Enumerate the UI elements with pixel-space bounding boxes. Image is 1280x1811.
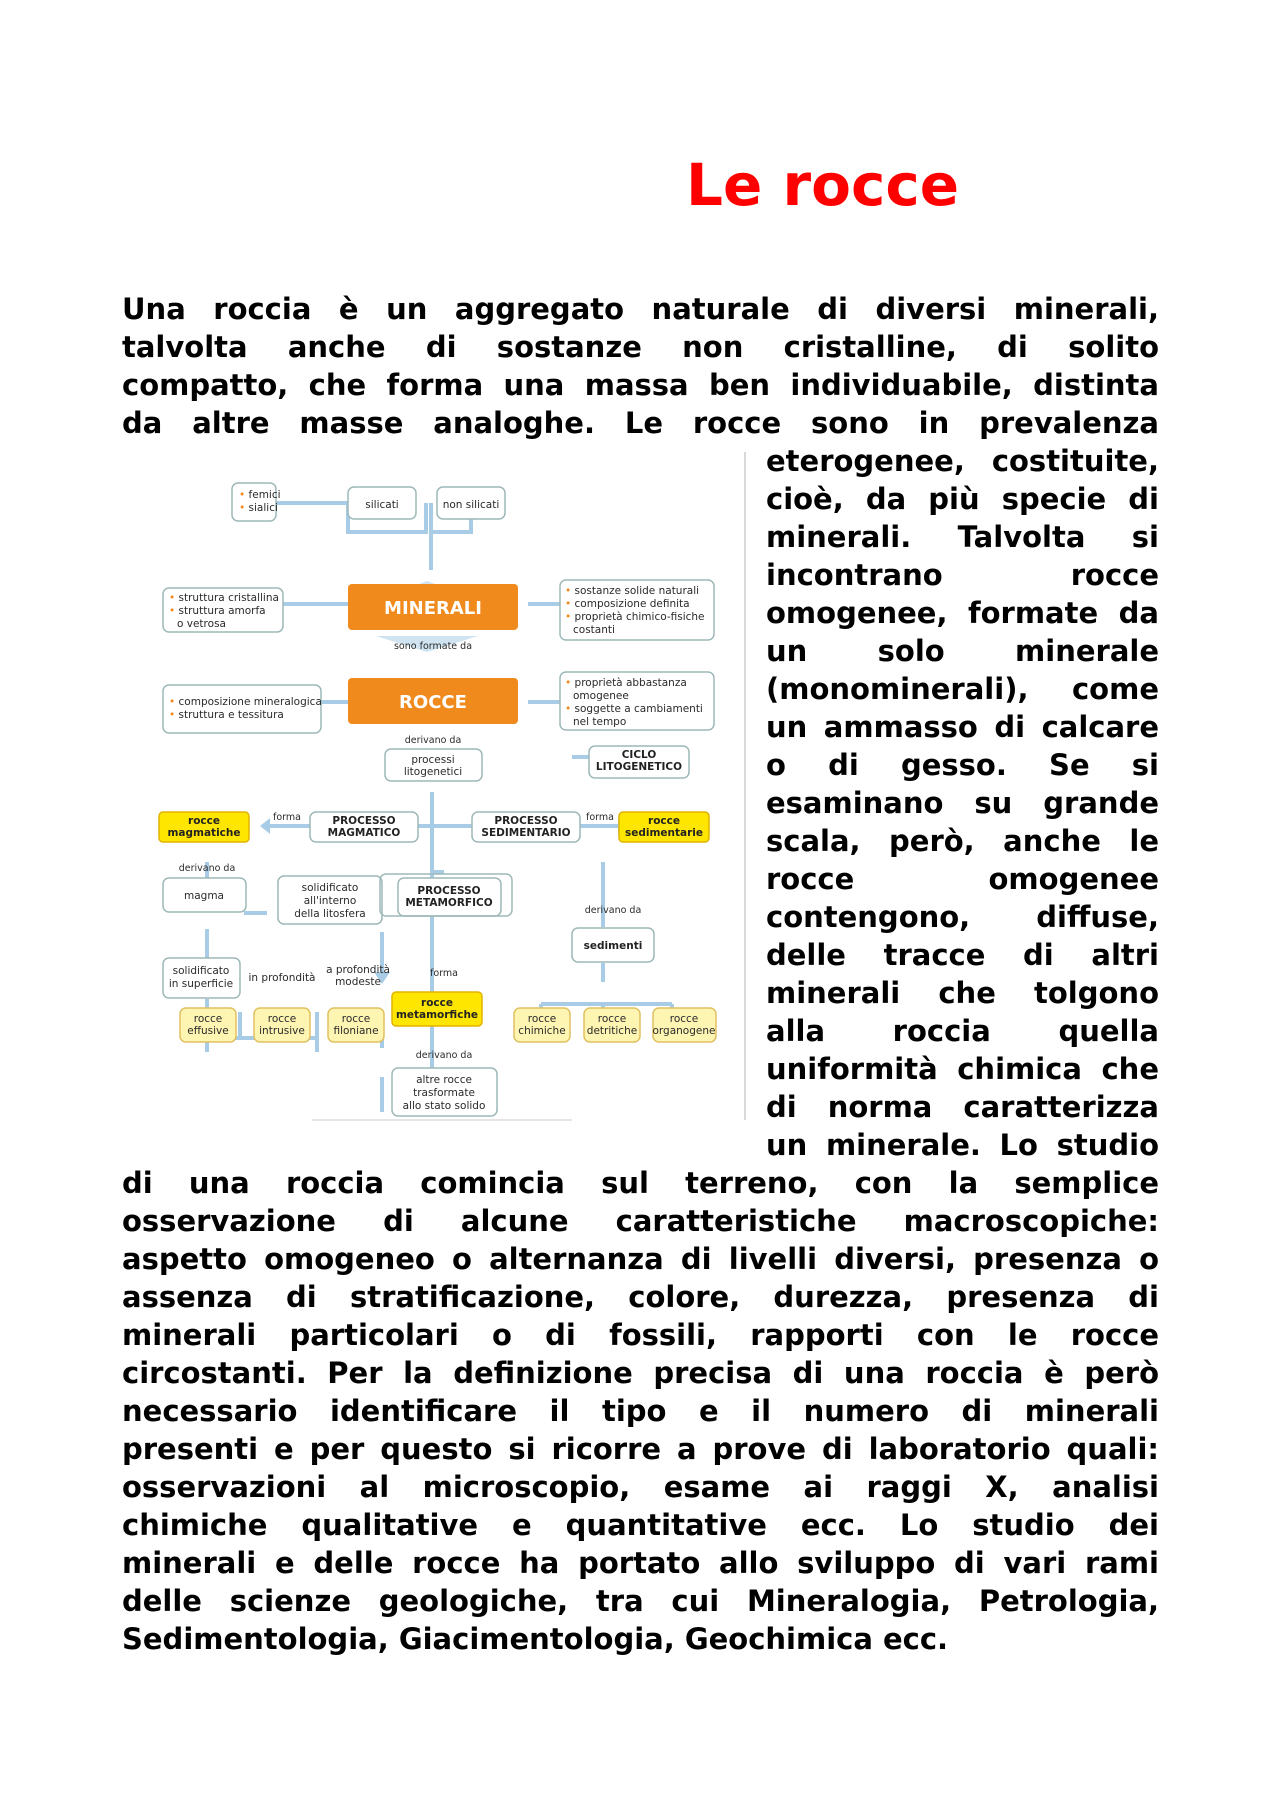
paragraph-line: minerali e delle rocce ha portato allo sviluppo di vari rami (122, 1546, 1159, 1580)
a-profondita-label: a profondità (326, 964, 390, 976)
paragraph-line: chimiche qualitative e quantitative ecc. Lo studio dei (122, 1508, 1159, 1542)
composizione-mineralogica-label: • composizione mineralogica (169, 696, 322, 708)
rocce-sedimentarie-label-2: sedimentarie (624, 827, 704, 839)
forma-metamorfico-label: forma (430, 968, 458, 979)
paragraph-line: compatto, che forma una massa ben individuabile, distinta (122, 368, 1159, 402)
paragraph-line: esaminano su grande (766, 786, 1159, 820)
omogenee-label: omogenee (573, 690, 629, 702)
costanti-label: costanti (573, 624, 615, 636)
derivano-da-altre-label: derivano da (415, 1050, 473, 1061)
paragraph-line: necessario identificare il tipo e il numero di minerali (122, 1394, 1159, 1428)
all-interno-label: all'interno (303, 895, 357, 907)
paragraph-line: Sedimentologia, Giacimentologia, Geochimica ecc. (122, 1622, 949, 1656)
paragraph-line: Una roccia è un aggregato naturale di diversi minerali, (122, 292, 1159, 326)
paragraph-line: un ammasso di calcare (766, 710, 1159, 744)
paragraph-line: minerali particolari o di fossili, rapporti con le rocce (122, 1318, 1159, 1352)
rocce-chimiche-label-1: rocce (527, 1013, 557, 1025)
processo-metamorfico-label-2: METAMORFICO (405, 897, 493, 909)
rocce-magmatiche-label-1: rocce (188, 815, 220, 827)
litogenetico-label: LITOGENETICO (595, 761, 683, 773)
femici-label: • femici (239, 489, 281, 501)
struttura-cristallina-label: • struttura cristallina (169, 592, 279, 604)
proprieta-abbastanza-label: • proprietà abbastanza (565, 677, 687, 689)
struttura-amorfa-label: • struttura amorfa (169, 605, 266, 617)
forma-right-label: forma (586, 812, 614, 823)
rocce-detritiche-label-2: detritiche (586, 1025, 638, 1037)
paragraph-line: cioè, da più specie di (766, 482, 1159, 516)
paragraph-line: di una roccia comincia sul terreno, con la semplice (122, 1166, 1159, 1200)
rocce-effusive-label-1: rocce (193, 1013, 223, 1025)
paragraph-line: delle scienze geologiche, tra cui Mineralogia, Petrologia, (122, 1584, 1159, 1618)
paragraph-line: presenti e per questo si ricorre a prove di laboratorio quali: (122, 1432, 1159, 1466)
sostanze-label: • sostanze solide naturali (565, 585, 700, 597)
modeste-label: modeste (335, 976, 381, 988)
paragraph-line: un solo minerale (766, 634, 1159, 668)
paragraph-line: osservazione di alcune caratteristiche macroscopiche: (122, 1204, 1159, 1238)
rocce-metamorfiche-label-1: rocce (421, 997, 453, 1009)
solidificato-superficie-label: solidificato (172, 965, 230, 977)
altre-rocce-label: altre rocce (416, 1074, 472, 1086)
sedimenti-label: sedimenti (583, 940, 643, 952)
paragraph-line: rocce omogenee (766, 862, 1159, 896)
rocce-magmatiche-label-2: magmatiche (167, 827, 241, 839)
rocce-filoniane-label-1: rocce (341, 1013, 371, 1025)
minerali-node-label: MINERALI (384, 598, 482, 619)
paragraph-line: di norma caratterizza (766, 1090, 1159, 1124)
magma-label: magma (184, 890, 224, 902)
rocce-organogene-label-1: rocce (669, 1013, 699, 1025)
paragraph-line: eterogenee, costituite, (766, 444, 1159, 478)
paragraph-line: omogenee, formate da (766, 596, 1159, 630)
composizione-definita-label: • composizione definita (565, 598, 690, 610)
rocce-organogene-label-2: organogene (652, 1025, 716, 1037)
proprieta-label: • proprietà chimico-fisiche (565, 611, 705, 623)
allo-stato-solido-label: allo stato solido (402, 1100, 486, 1112)
in-profondita-label: in profondità (248, 972, 316, 984)
rocce-sedimentarie-label-1: rocce (648, 815, 680, 827)
rocce-filoniane-label-2: filoniane (333, 1025, 379, 1037)
paragraph-line: uniformità chimica che (766, 1052, 1159, 1086)
nel-tempo-label: nel tempo (573, 716, 627, 728)
paragraph-line: un minerale. Lo studio (766, 1128, 1159, 1162)
processo-magmatico-label-1: PROCESSO (332, 815, 396, 827)
page-title: Le rocce (686, 151, 960, 219)
processo-sedimentario-label-2: SEDIMENTARIO (481, 827, 571, 839)
paragraph-line: scala, però, anche le (766, 824, 1159, 858)
rocce-effusive-label-2: effusive (187, 1025, 229, 1037)
paragraph-line: (monominerali), come (766, 672, 1159, 706)
paragraph-line: minerali che tolgono (766, 976, 1159, 1010)
processo-sedimentario-label-1: PROCESSO (494, 815, 558, 827)
paragraph-line: circostanti. Per la definizione precisa di una roccia è però (122, 1356, 1159, 1390)
in-superficie-label: in superficie (168, 978, 234, 990)
paragraph-line: minerali. Talvolta si (766, 520, 1159, 554)
paragraph-line: aspetto omogeneo o alternanza di livelli diversi, presenza o (122, 1242, 1159, 1276)
rocce-intrusive-label-2: intrusive (259, 1025, 305, 1037)
non-silicati-label: non silicati (442, 499, 500, 511)
solidificato-label: solidificato (301, 882, 359, 894)
paragraph-line: alla roccia quella (766, 1014, 1159, 1048)
soggette-label: • soggette a cambiamenti (565, 703, 703, 715)
concept-map-figure (152, 452, 753, 1129)
processi-label: processi (411, 754, 455, 766)
sialici-label: • sialici (239, 502, 278, 514)
trasformate-label: trasformate (413, 1087, 475, 1099)
paragraph-line: delle tracce di altri (766, 938, 1159, 972)
concept-map (152, 452, 753, 1129)
processo-magmatico-label-2: MAGMATICO (327, 827, 401, 839)
della-litosfera-label: della litosfera (294, 908, 366, 920)
rocce-intrusive-label-1: rocce (267, 1013, 297, 1025)
paragraph-line: osservazioni al microscopio, esame ai raggi X, analisi (122, 1470, 1159, 1504)
struttura-tessitura-label: • struttura e tessitura (169, 709, 284, 721)
silicati-label: silicati (365, 499, 399, 511)
rocce-chimiche-label-2: chimiche (518, 1025, 566, 1037)
paragraph-line: o di gesso. Se si (766, 748, 1159, 782)
rocce-metamorfiche-label-2: metamorfiche (395, 1009, 479, 1021)
processo-metamorfico-label-1: PROCESSO (417, 885, 481, 897)
paragraph-line: incontrano rocce (766, 558, 1159, 592)
sono-formate-da-label: sono formate da (393, 641, 473, 652)
derivano-da-sedimenti-label: derivano da (584, 905, 642, 916)
vetrosa-label: o vetrosa (177, 618, 226, 630)
forma-left-label: forma (273, 812, 301, 823)
paragraph-line: talvolta anche di sostanze non cristalline, di solito (122, 330, 1159, 364)
ciclo-label: CICLO (621, 749, 657, 761)
litogenetici-label: litogenetici (403, 766, 463, 778)
paragraph-line: da altre masse analoghe. Le rocce sono in prevalenza (122, 406, 1159, 440)
derivano-da-label: derivano da (404, 735, 462, 746)
rocce-node-label: ROCCE (399, 692, 467, 713)
rocce-detritiche-label-1: rocce (597, 1013, 627, 1025)
paragraph-line: assenza di stratificazione, colore, durezza, presenza di (122, 1280, 1159, 1314)
paragraph-line: contengono, diffuse, (766, 900, 1159, 934)
derivano-da-magma-label: derivano da (178, 863, 236, 874)
